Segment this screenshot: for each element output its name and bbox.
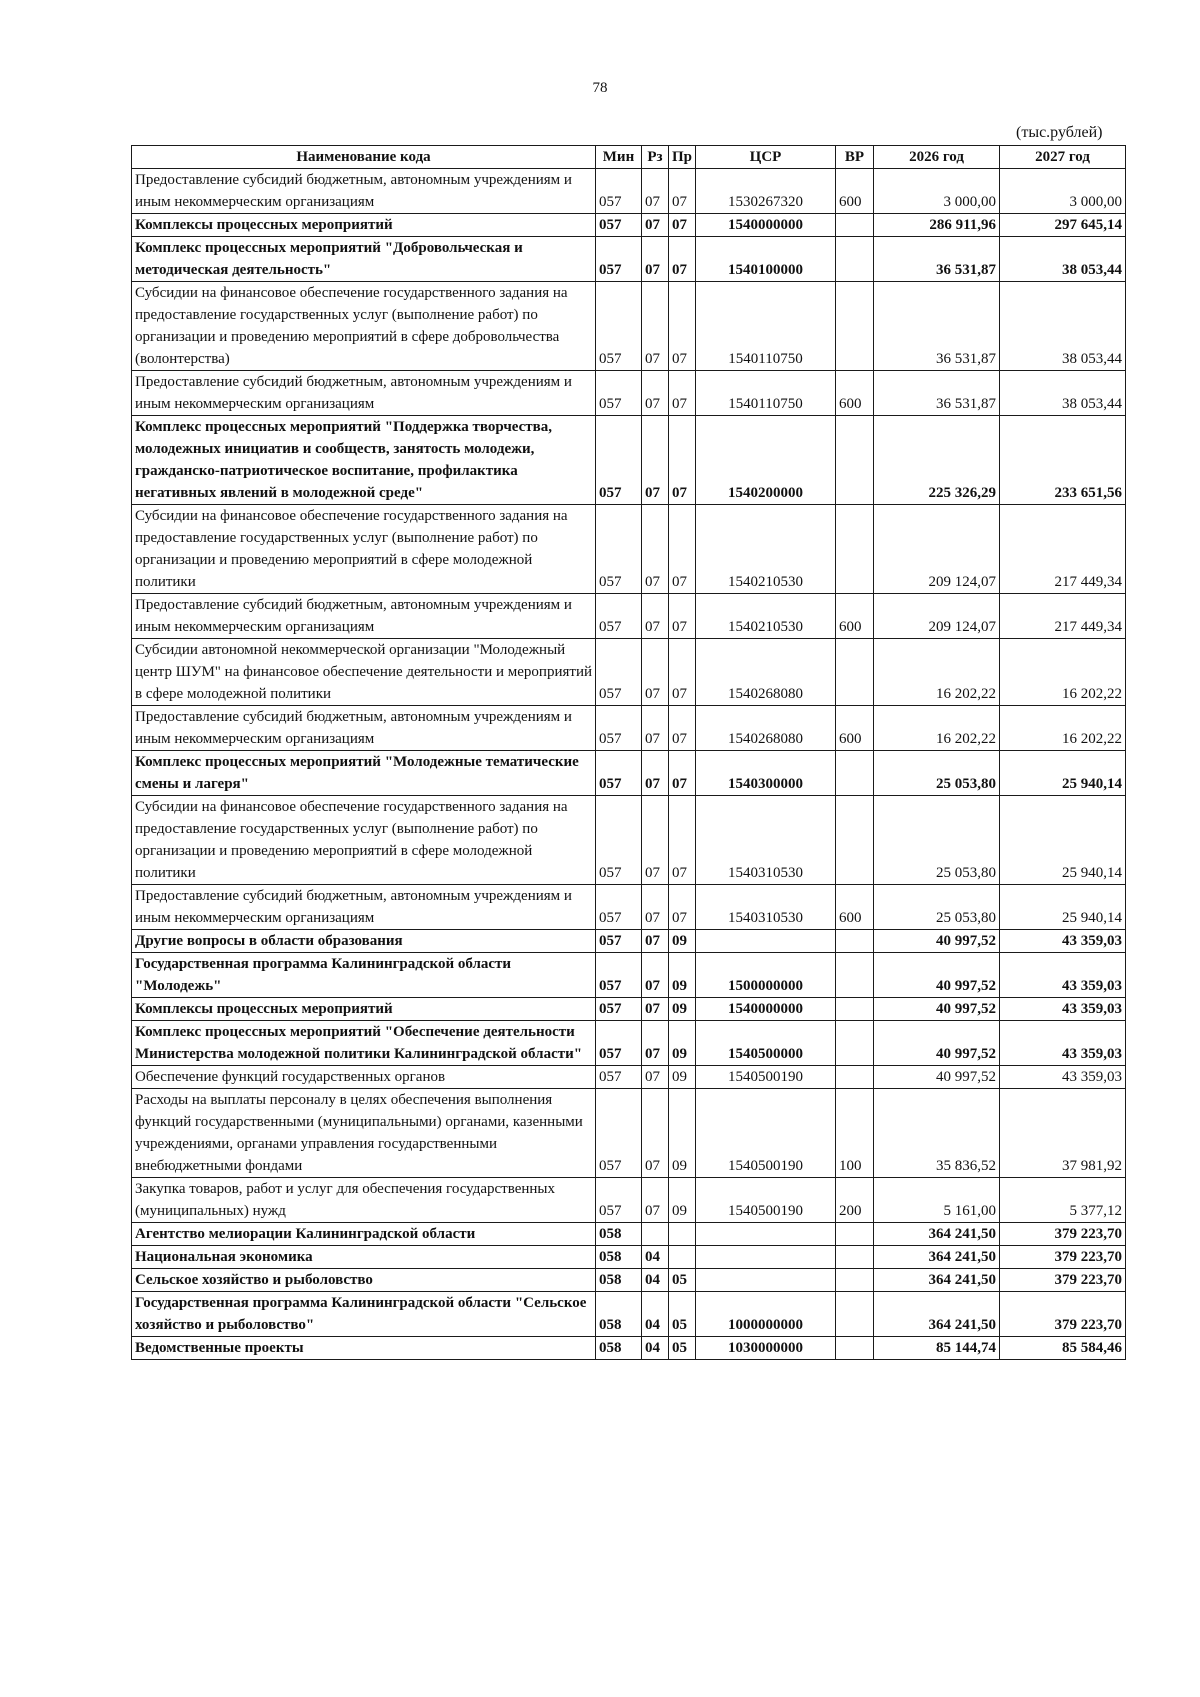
table-row xyxy=(132,371,1126,416)
cell-rz: 07 xyxy=(642,998,669,1021)
cell-rz: 04 xyxy=(642,1269,669,1292)
cell-csr: 1540200000 xyxy=(696,416,836,505)
cell-csr: 1540110750 xyxy=(696,371,836,416)
cell-csr: 1540210530 xyxy=(696,505,836,594)
cell-vr: 600 xyxy=(836,169,874,214)
cell-csr: 1540100000 xyxy=(696,237,836,282)
cell-rz: 07 xyxy=(642,885,669,930)
cell-csr: 1540310530 xyxy=(696,885,836,930)
cell-csr: 1540300000 xyxy=(696,751,836,796)
cell-name: Предоставление субсидий бюджетным, автономным учреждениям и иным некоммерческим организациям xyxy=(132,371,596,416)
cell-2026: 40 997,52 xyxy=(874,1021,1000,1066)
column-header-csr: ЦСР xyxy=(696,146,836,169)
cell-2026: 225 326,29 xyxy=(874,416,1000,505)
cell-min: 058 xyxy=(596,1337,642,1360)
cell-2027: 25 940,14 xyxy=(1000,885,1126,930)
cell-min: 057 xyxy=(596,930,642,953)
cell-2027: 217 449,34 xyxy=(1000,594,1126,639)
cell-pr: 07 xyxy=(669,796,696,885)
cell-pr: 09 xyxy=(669,953,696,998)
cell-vr xyxy=(836,416,874,505)
cell-min: 057 xyxy=(596,416,642,505)
cell-min: 057 xyxy=(596,639,642,706)
cell-vr xyxy=(836,751,874,796)
column-header-vr: ВР xyxy=(836,146,874,169)
column-header-rz: Рз xyxy=(642,146,669,169)
cell-min: 057 xyxy=(596,371,642,416)
cell-pr: 09 xyxy=(669,998,696,1021)
cell-2026: 85 144,74 xyxy=(874,1337,1000,1360)
cell-2026: 364 241,50 xyxy=(874,1269,1000,1292)
table-row xyxy=(132,1223,1126,1246)
cell-2027: 3 000,00 xyxy=(1000,169,1126,214)
cell-rz: 07 xyxy=(642,751,669,796)
cell-pr: 05 xyxy=(669,1337,696,1360)
cell-min: 057 xyxy=(596,885,642,930)
cell-2027: 379 223,70 xyxy=(1000,1269,1126,1292)
cell-name: Предоставление субсидий бюджетным, автономным учреждениям и иным некоммерческим организациям xyxy=(132,885,596,930)
table-row xyxy=(132,416,1126,505)
cell-rz: 07 xyxy=(642,930,669,953)
cell-rz: 07 xyxy=(642,796,669,885)
cell-2027: 38 053,44 xyxy=(1000,371,1126,416)
cell-name: Субсидии автономной некоммерческой организации "Молодежный центр ШУМ" на финансовое обеспечение деятельности и мероприятий в сфере молодежной политики xyxy=(132,639,596,706)
cell-2027: 233 651,56 xyxy=(1000,416,1126,505)
cell-2027: 25 940,14 xyxy=(1000,796,1126,885)
cell-pr: 07 xyxy=(669,416,696,505)
column-header-min: Мин xyxy=(596,146,642,169)
table-body xyxy=(132,169,1126,1360)
cell-name: Комплексы процессных мероприятий xyxy=(132,998,596,1021)
cell-2026: 36 531,87 xyxy=(874,237,1000,282)
cell-2027: 16 202,22 xyxy=(1000,639,1126,706)
cell-csr: 1030000000 xyxy=(696,1337,836,1360)
table-row xyxy=(132,214,1126,237)
cell-csr: 1540500190 xyxy=(696,1089,836,1178)
cell-min: 057 xyxy=(596,214,642,237)
cell-rz: 04 xyxy=(642,1246,669,1269)
cell-name: Предоставление субсидий бюджетным, автономным учреждениям и иным некоммерческим организациям xyxy=(132,169,596,214)
cell-csr: 1540268080 xyxy=(696,706,836,751)
cell-rz: 07 xyxy=(642,416,669,505)
column-header-2027: 2027 год xyxy=(1000,146,1126,169)
cell-2027: 43 359,03 xyxy=(1000,953,1126,998)
cell-2026: 40 997,52 xyxy=(874,930,1000,953)
cell-2026: 5 161,00 xyxy=(874,1178,1000,1223)
cell-vr xyxy=(836,1292,874,1337)
cell-rz: 07 xyxy=(642,1021,669,1066)
cell-min: 057 xyxy=(596,1066,642,1089)
cell-rz: 07 xyxy=(642,214,669,237)
cell-min: 057 xyxy=(596,998,642,1021)
cell-name: Расходы на выплаты персоналу в целях обеспечения выполнения функций государственными (муниципальными) органами, казенными учреждениями, органами управления государственными внебюджетными фондами xyxy=(132,1089,596,1178)
cell-vr: 600 xyxy=(836,371,874,416)
table-row xyxy=(132,885,1126,930)
cell-csr: 1540500190 xyxy=(696,1066,836,1089)
cell-csr: 1540000000 xyxy=(696,998,836,1021)
cell-csr: 1540500190 xyxy=(696,1178,836,1223)
cell-min: 057 xyxy=(596,594,642,639)
cell-2026: 364 241,50 xyxy=(874,1223,1000,1246)
table-row xyxy=(132,930,1126,953)
cell-vr: 600 xyxy=(836,594,874,639)
cell-min: 057 xyxy=(596,1021,642,1066)
cell-pr xyxy=(669,1246,696,1269)
cell-2027: 85 584,46 xyxy=(1000,1337,1126,1360)
cell-csr: 1000000000 xyxy=(696,1292,836,1337)
cell-rz: 07 xyxy=(642,237,669,282)
cell-pr: 05 xyxy=(669,1292,696,1337)
cell-2026: 209 124,07 xyxy=(874,505,1000,594)
cell-rz: 07 xyxy=(642,1178,669,1223)
cell-vr xyxy=(836,998,874,1021)
cell-rz: 07 xyxy=(642,639,669,706)
cell-vr xyxy=(836,1021,874,1066)
cell-rz: 07 xyxy=(642,1089,669,1178)
cell-vr: 100 xyxy=(836,1089,874,1178)
cell-pr: 05 xyxy=(669,1269,696,1292)
units-label: (тыс.рублей) xyxy=(1016,124,1103,141)
cell-2026: 16 202,22 xyxy=(874,706,1000,751)
cell-min: 058 xyxy=(596,1292,642,1337)
cell-2026: 25 053,80 xyxy=(874,796,1000,885)
cell-2026: 40 997,52 xyxy=(874,998,1000,1021)
cell-2026: 25 053,80 xyxy=(874,751,1000,796)
cell-name: Государственная программа Калининградской области "Сельское хозяйство и рыболовство" xyxy=(132,1292,596,1337)
cell-name: Агентство мелиорации Калининградской области xyxy=(132,1223,596,1246)
cell-min: 057 xyxy=(596,953,642,998)
cell-vr xyxy=(836,1066,874,1089)
cell-pr: 07 xyxy=(669,751,696,796)
cell-pr: 09 xyxy=(669,1089,696,1178)
table-row xyxy=(132,505,1126,594)
cell-2027: 297 645,14 xyxy=(1000,214,1126,237)
cell-csr xyxy=(696,1223,836,1246)
cell-2026: 25 053,80 xyxy=(874,885,1000,930)
table-row xyxy=(132,953,1126,998)
cell-2027: 38 053,44 xyxy=(1000,282,1126,371)
cell-rz: 04 xyxy=(642,1337,669,1360)
cell-name: Комплекс процессных мероприятий "Молодежные тематические смены и лагеря" xyxy=(132,751,596,796)
cell-csr: 1540000000 xyxy=(696,214,836,237)
cell-rz: 04 xyxy=(642,1292,669,1337)
cell-name: Субсидии на финансовое обеспечение государственного задания на предоставление государственных услуг (выполнение работ) по организации и проведению мероприятий в сфере молодежной политики xyxy=(132,505,596,594)
cell-csr: 1530267320 xyxy=(696,169,836,214)
cell-name: Закупка товаров, работ и услуг для обеспечения государственных (муниципальных) нужд xyxy=(132,1178,596,1223)
cell-pr: 07 xyxy=(669,885,696,930)
cell-name: Государственная программа Калининградской области "Молодежь" xyxy=(132,953,596,998)
cell-vr xyxy=(836,639,874,706)
cell-vr xyxy=(836,1269,874,1292)
table-row xyxy=(132,1292,1126,1337)
cell-2027: 16 202,22 xyxy=(1000,706,1126,751)
cell-name: Комплекс процессных мероприятий "Добровольческая и методическая деятельность" xyxy=(132,237,596,282)
budget-table xyxy=(131,145,1126,1360)
cell-rz: 07 xyxy=(642,706,669,751)
cell-pr: 07 xyxy=(669,371,696,416)
cell-2026: 40 997,52 xyxy=(874,1066,1000,1089)
cell-2027: 379 223,70 xyxy=(1000,1246,1126,1269)
cell-min: 058 xyxy=(596,1246,642,1269)
cell-csr: 1540500000 xyxy=(696,1021,836,1066)
cell-vr xyxy=(836,953,874,998)
cell-min: 057 xyxy=(596,751,642,796)
cell-2027: 5 377,12 xyxy=(1000,1178,1126,1223)
cell-csr xyxy=(696,1269,836,1292)
cell-2027: 379 223,70 xyxy=(1000,1223,1126,1246)
cell-min: 057 xyxy=(596,169,642,214)
table-row xyxy=(132,594,1126,639)
table-row xyxy=(132,998,1126,1021)
cell-csr: 1540310530 xyxy=(696,796,836,885)
cell-name: Ведомственные проекты xyxy=(132,1337,596,1360)
cell-2027: 217 449,34 xyxy=(1000,505,1126,594)
cell-2027: 25 940,14 xyxy=(1000,751,1126,796)
cell-rz: 07 xyxy=(642,505,669,594)
cell-pr: 09 xyxy=(669,930,696,953)
cell-2027: 43 359,03 xyxy=(1000,998,1126,1021)
cell-2026: 364 241,50 xyxy=(874,1246,1000,1269)
cell-csr xyxy=(696,1246,836,1269)
cell-2027: 43 359,03 xyxy=(1000,1021,1126,1066)
table-row xyxy=(132,1246,1126,1269)
cell-min: 057 xyxy=(596,1089,642,1178)
table-row xyxy=(132,1337,1126,1360)
cell-vr xyxy=(836,505,874,594)
cell-pr: 09 xyxy=(669,1178,696,1223)
cell-name: Комплекс процессных мероприятий "Поддержка творчества, молодежных инициатив и сообществ, занятость молодежи, гражданско-патриотическое воспитание, профилактика негативных явлений в молодежной среде" xyxy=(132,416,596,505)
column-header-2026: 2026 год xyxy=(874,146,1000,169)
table-row xyxy=(132,706,1126,751)
table-row xyxy=(132,1021,1126,1066)
cell-2026: 35 836,52 xyxy=(874,1089,1000,1178)
cell-2027: 43 359,03 xyxy=(1000,1066,1126,1089)
table-row xyxy=(132,796,1126,885)
cell-pr: 07 xyxy=(669,639,696,706)
cell-rz: 07 xyxy=(642,1066,669,1089)
page-number: 78 xyxy=(592,80,608,96)
cell-vr: 200 xyxy=(836,1178,874,1223)
cell-pr: 07 xyxy=(669,706,696,751)
column-header-name: Наименование кода xyxy=(132,146,596,169)
cell-pr: 07 xyxy=(669,214,696,237)
cell-min: 058 xyxy=(596,1269,642,1292)
cell-pr: 07 xyxy=(669,169,696,214)
cell-vr xyxy=(836,1223,874,1246)
cell-name: Комплексы процессных мероприятий xyxy=(132,214,596,237)
cell-rz: 07 xyxy=(642,282,669,371)
cell-csr: 1500000000 xyxy=(696,953,836,998)
cell-name: Сельское хозяйство и рыболовство xyxy=(132,1269,596,1292)
table-row xyxy=(132,1269,1126,1292)
cell-2027: 379 223,70 xyxy=(1000,1292,1126,1337)
cell-vr xyxy=(836,214,874,237)
cell-pr: 09 xyxy=(669,1066,696,1089)
cell-2027: 43 359,03 xyxy=(1000,930,1126,953)
table-row xyxy=(132,1066,1126,1089)
cell-vr: 600 xyxy=(836,706,874,751)
cell-min: 057 xyxy=(596,282,642,371)
cell-min: 057 xyxy=(596,505,642,594)
cell-rz: 07 xyxy=(642,371,669,416)
cell-csr: 1540268080 xyxy=(696,639,836,706)
cell-rz: 07 xyxy=(642,953,669,998)
cell-csr: 1540210530 xyxy=(696,594,836,639)
cell-csr xyxy=(696,930,836,953)
cell-name: Комплекс процессных мероприятий "Обеспечение деятельности Министерства молодежной политики Калининградской области" xyxy=(132,1021,596,1066)
cell-min: 057 xyxy=(596,1178,642,1223)
table-header-row xyxy=(132,146,1126,169)
cell-min: 057 xyxy=(596,796,642,885)
cell-vr xyxy=(836,930,874,953)
table-row xyxy=(132,1178,1126,1223)
cell-2026: 3 000,00 xyxy=(874,169,1000,214)
cell-vr xyxy=(836,1337,874,1360)
cell-2026: 209 124,07 xyxy=(874,594,1000,639)
cell-rz xyxy=(642,1223,669,1246)
table-row xyxy=(132,751,1126,796)
cell-min: 058 xyxy=(596,1223,642,1246)
cell-vr xyxy=(836,1246,874,1269)
cell-pr xyxy=(669,1223,696,1246)
cell-rz: 07 xyxy=(642,594,669,639)
cell-2027: 37 981,92 xyxy=(1000,1089,1126,1178)
table-row xyxy=(132,1089,1126,1178)
cell-2027: 38 053,44 xyxy=(1000,237,1126,282)
table-row xyxy=(132,169,1126,214)
cell-name: Предоставление субсидий бюджетным, автономным учреждениям и иным некоммерческим организациям xyxy=(132,706,596,751)
cell-pr: 09 xyxy=(669,1021,696,1066)
cell-name: Обеспечение функций государственных органов xyxy=(132,1066,596,1089)
cell-name: Предоставление субсидий бюджетным, автономным учреждениям и иным некоммерческим организациям xyxy=(132,594,596,639)
cell-name: Субсидии на финансовое обеспечение государственного задания на предоставление государственных услуг (выполнение работ) по организации и проведению мероприятий в сфере добровольчества (волонтерства) xyxy=(132,282,596,371)
cell-rz: 07 xyxy=(642,169,669,214)
cell-2026: 286 911,96 xyxy=(874,214,1000,237)
table-row xyxy=(132,282,1126,371)
table-row xyxy=(132,639,1126,706)
cell-name: Другие вопросы в области образования xyxy=(132,930,596,953)
cell-csr: 1540110750 xyxy=(696,282,836,371)
cell-vr xyxy=(836,796,874,885)
column-header-pr: Пр xyxy=(669,146,696,169)
cell-2026: 364 241,50 xyxy=(874,1292,1000,1337)
cell-name: Субсидии на финансовое обеспечение государственного задания на предоставление государственных услуг (выполнение работ) по организации и проведению мероприятий в сфере молодежной политики xyxy=(132,796,596,885)
cell-vr: 600 xyxy=(836,885,874,930)
cell-2026: 36 531,87 xyxy=(874,282,1000,371)
cell-2026: 16 202,22 xyxy=(874,639,1000,706)
cell-pr: 07 xyxy=(669,237,696,282)
cell-pr: 07 xyxy=(669,594,696,639)
cell-vr xyxy=(836,282,874,371)
table-row xyxy=(132,237,1126,282)
cell-min: 057 xyxy=(596,706,642,751)
cell-vr xyxy=(836,237,874,282)
cell-pr: 07 xyxy=(669,282,696,371)
cell-2026: 36 531,87 xyxy=(874,371,1000,416)
cell-pr: 07 xyxy=(669,505,696,594)
cell-2026: 40 997,52 xyxy=(874,953,1000,998)
cell-min: 057 xyxy=(596,237,642,282)
cell-name: Национальная экономика xyxy=(132,1246,596,1269)
